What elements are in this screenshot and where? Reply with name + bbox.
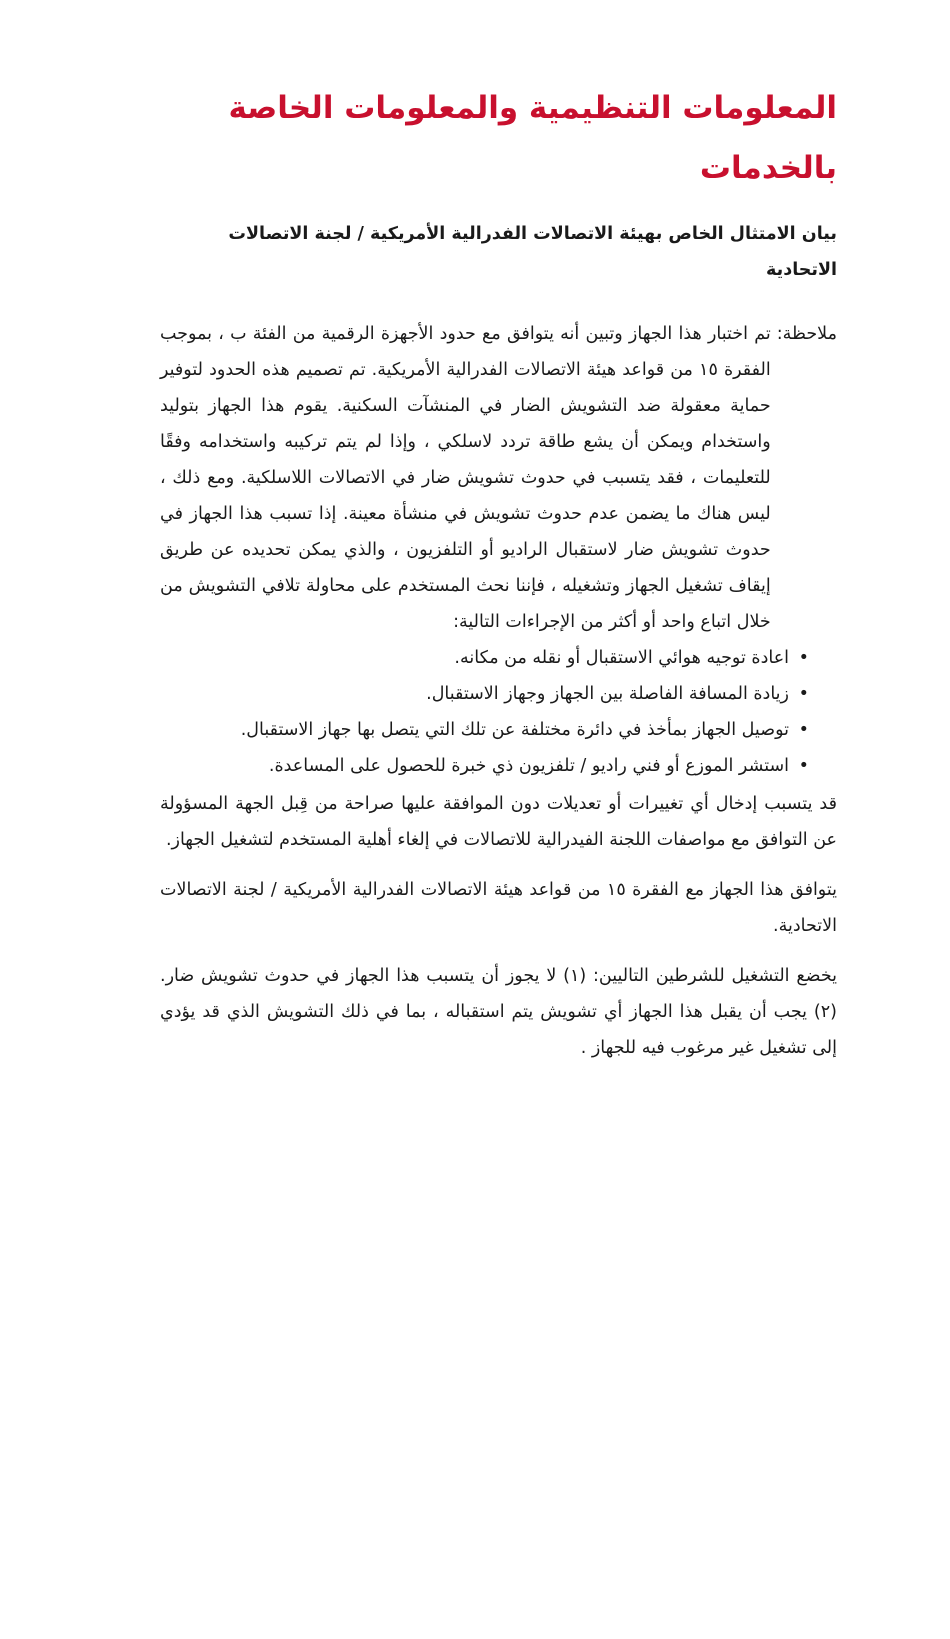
note-label: ملاحظة:: [776, 324, 837, 344]
bullet-icon: •: [798, 720, 809, 740]
list-item-text: توصيل الجهاز بمأخذ في دائرة مختلفة عن تلك التي يتصل بها جهاز الاستقبال.: [240, 720, 789, 740]
list-item: [160, 640, 809, 676]
list-item-text: استشر الموزع أو فني راديو / تلفزيون ذي خبرة للحصول على المساعدة.: [268, 756, 789, 776]
bullet-icon: •: [798, 648, 809, 668]
remedy-list: [160, 640, 837, 784]
note-block: [160, 316, 837, 640]
bullet-icon: •: [798, 684, 809, 704]
list-item-text: زيادة المسافة الفاصلة بين الجهاز وجهاز الاستقبال.: [426, 684, 789, 704]
list-item: [160, 676, 809, 712]
list-item: [160, 712, 809, 748]
note-body: تم اختبار هذا الجهاز وتبين أنه يتوافق مع حدود الأجهزة الرقمية من الفئة ب ، بموجب الفقرة ١٥ من قواعد هيئة الاتصالات الفدرالية الأمريكية. تم تصميم هذه الحدود لتوفير حماية معقولة ضد التشويش الضار في المنشآت السكنية. يقوم هذا الجهاز بتوليد واستخدام ويمكن أن يشع طاقة تردد لاسلكي ، وإذا لم يتم تركيبه واستخدامه وفقًا للتعليمات ، فقد يتسبب في حدوث تشويش ضار في الاتصالات اللاسلكية. ومع ذلك ، ليس هناك ما يضمن عدم حدوث تشويش في منشأة معينة. إذا تسبب هذا الجهاز في حدوث تشويش ضار لاستقبال الراديو أو التلفزيون ، والذي يمكن تحديده عن طريق إيقاف تشغيل الجهاز وتشغيله ، فإننا نحث المستخدم على محاولة تلافي التشويش من خلال اتباع واحد أو أكثر من الإجراءات التالية:: [160, 324, 771, 632]
list-item: [160, 748, 809, 784]
bullet-icon: •: [798, 756, 809, 776]
section-subtitle: بيان الامتثال الخاص بهيئة الاتصالات الفدرالية الأمريكية / لجنة الاتصالات الاتحادية: [228, 224, 837, 280]
page-title: المعلومات التنظيمية والمعلومات الخاصة بالخدمات: [228, 90, 837, 186]
operation-conditions: يخضع التشغيل للشرطين التاليين: (١) لا يجوز أن يتسبب هذا الجهاز في حدوث تشويش ضار. (٢) يجب أن يقبل هذا الجهاز أي تشويش يتم استقباله ، بما في ذلك التشويش الذي قد يؤدي إلى تشغيل غير مرغوب فيه للجهاز .: [160, 966, 837, 1058]
modifications-warning: قد يتسبب إدخال أي تغييرات أو تعديلات دون الموافقة عليها صراحة من قِبل الجهة المسؤولة عن التوافق مع مواصفات اللجنة الفيدرالية للاتصالات في إلغاء أهلية المستخدم لتشغيل الجهاز.: [160, 794, 837, 850]
list-item-text: اعادة توجيه هوائي الاستقبال أو نقله من مكانه.: [454, 648, 789, 668]
compliance-statement: يتوافق هذا الجهاز مع الفقرة ١٥ من قواعد هيئة الاتصالات الفدرالية الأمريكية / لجنة الاتصالات الاتحادية.: [160, 880, 837, 936]
